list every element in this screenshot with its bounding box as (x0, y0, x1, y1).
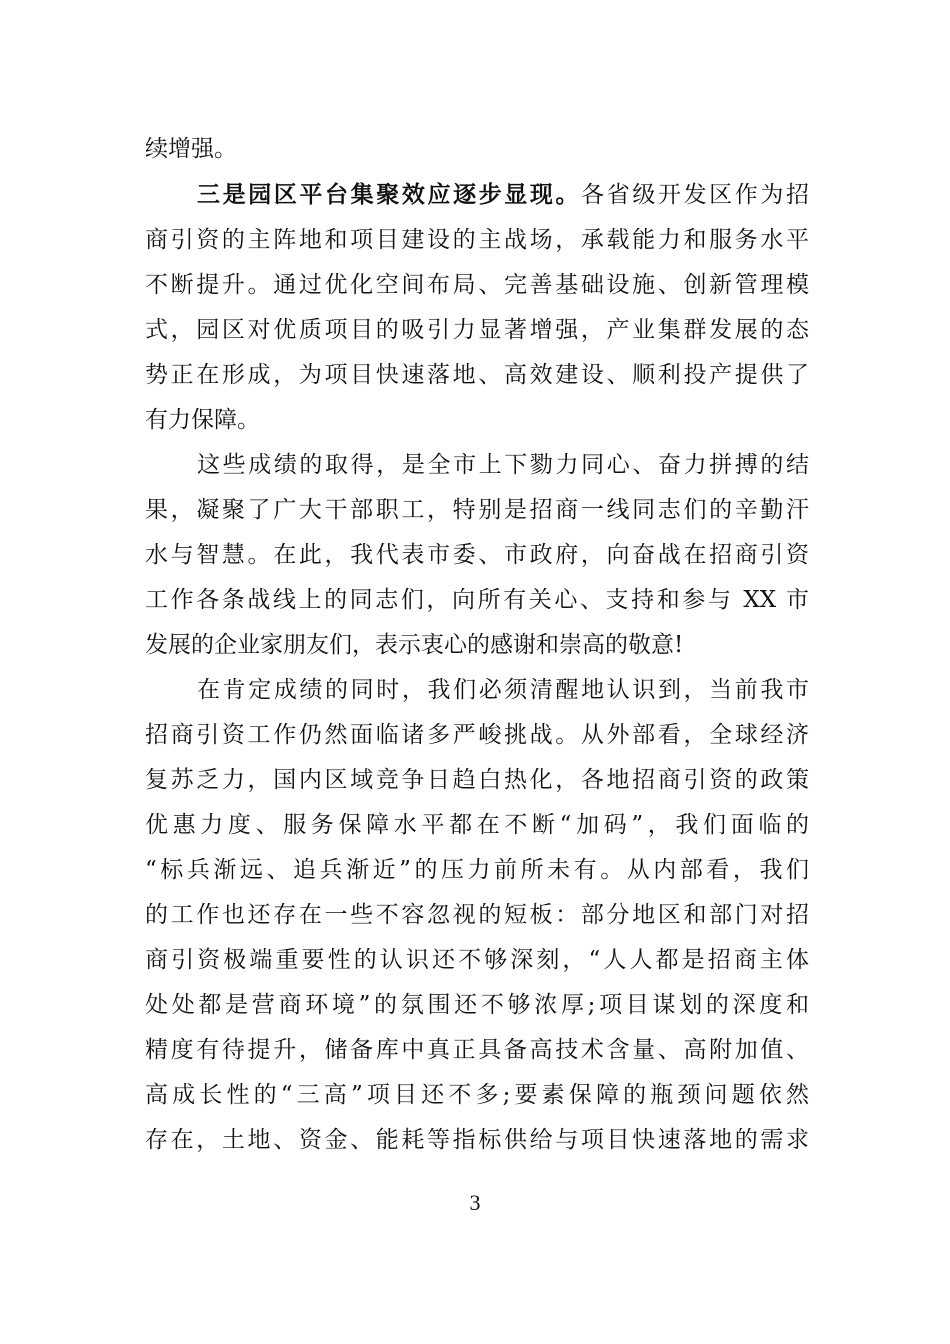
text-line: 不断提升。通过优化空间布局、完善基础设施、创新管理模 (145, 272, 809, 298)
bold-heading: 三是园区平台集聚效应逐步显现。 (197, 181, 582, 208)
text-line: 处处都是营商环境”的氛围还不够浓厚;项目谋划的深度和 (145, 992, 809, 1018)
body-text (145, 127, 809, 1163)
text-line: 存在，土地、资金、能耗等指标供给与项目快速落地的需求 (145, 1127, 809, 1153)
text-line: 优惠力度、服务保障水平都在不断“加码”，我们面临的 (145, 812, 809, 838)
text-line: 果，凝聚了广大干部职工，特别是招商一线同志们的辛勤汗 (145, 497, 809, 523)
text-line: 式，园区对优质项目的吸引力显著增强，产业集群发展的态 (145, 317, 809, 343)
text-line: 复苏乏力，国内区域竞争日趋白热化，各地招商引资的政策 (145, 767, 809, 793)
text-line: 这些成绩的取得，是全市上下勠力同心、奋力拼搏的结 (197, 452, 809, 478)
text-line: “标兵渐远、追兵渐近”的压力前所未有。从内部看，我们 (145, 857, 809, 883)
text-span: 各省级开发区作为招 (581, 182, 810, 208)
text-line: 有力保障。 (145, 407, 260, 433)
text-line: 高成长性的“三高”项目还不多;要素保障的瓶颈问题依然 (145, 1082, 809, 1108)
text-line: 精度有待提升，储备库中真正具备高技术含量、高附加值、 (145, 1037, 809, 1063)
text-line (145, 172, 809, 218)
text-line: 在肯定成绩的同时，我们必须清醒地认识到，当前我市 (197, 677, 809, 703)
text-line: 招商引资工作仍然面临诸多严峻挑战。从外部看，全球经济 (145, 722, 809, 748)
text-line: 势正在形成，为项目快速落地、高效建设、顺利投产提供了 (145, 362, 809, 388)
text-line: 商引资极端重要性的认识还不够深刻，“人人都是招商主体 (145, 947, 809, 973)
text-line: 工作各条战线上的同志们，向所有关心、支持和参与 XX 市 (145, 587, 809, 613)
text-line: 续增强。 (145, 136, 237, 162)
text-line: 的工作也还存在一些不容忽视的短板：部分地区和部门对招 (145, 902, 809, 928)
page-number: 3 (469, 1190, 481, 1215)
text-line: 水与智慧。在此，我代表市委、市政府，向奋战在招商引资 (145, 542, 809, 568)
text-line: 发展的企业家朋友们，表示衷心的感谢和崇高的敬意! (145, 632, 684, 658)
text-line: 商引资的主阵地和项目建设的主战场，承载能力和服务水平 (145, 227, 809, 253)
